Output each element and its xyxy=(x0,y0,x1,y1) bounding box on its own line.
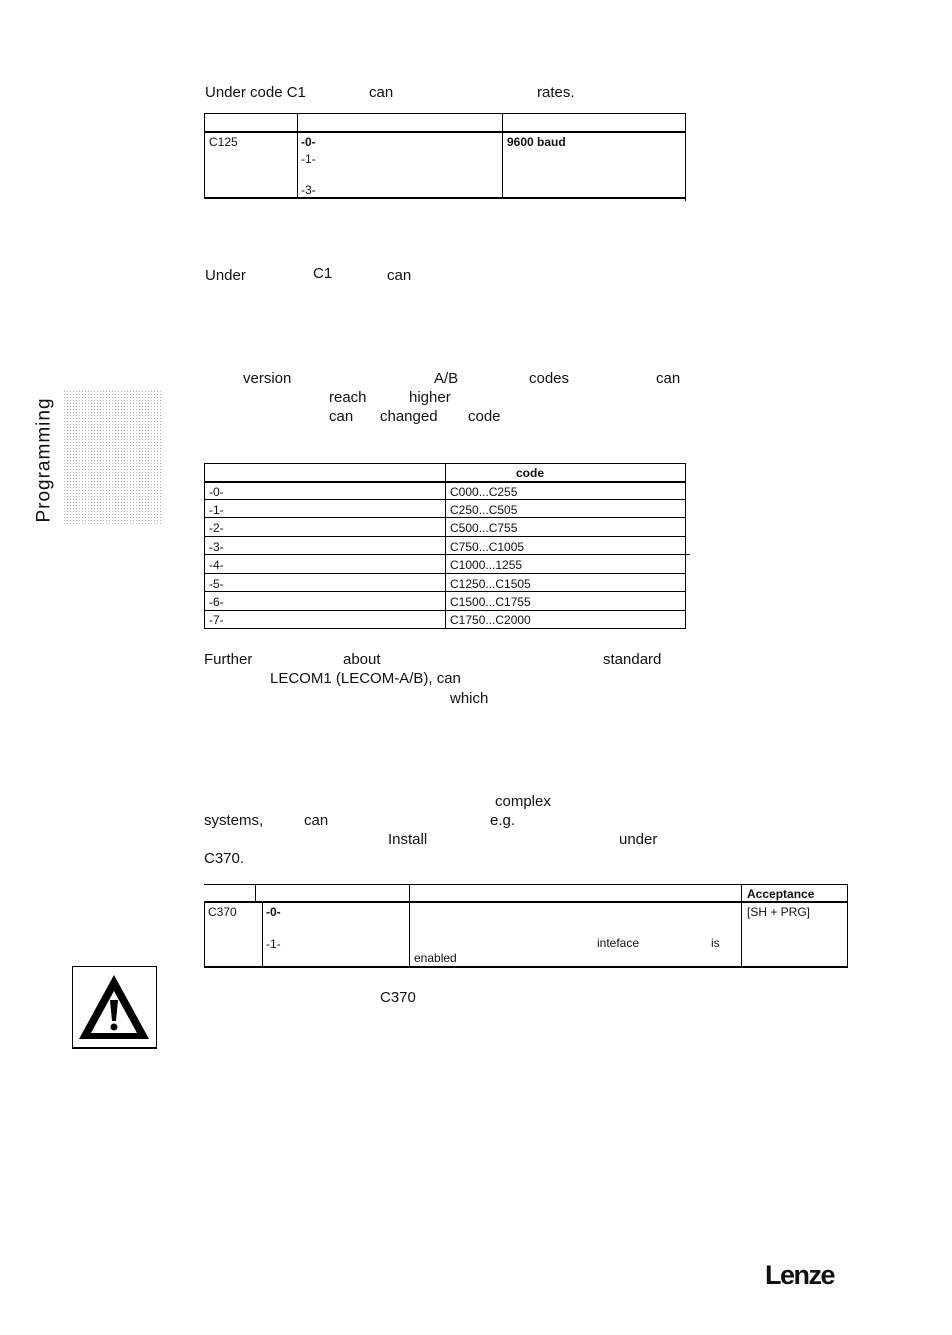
code-range-val-1: C250...C505 xyxy=(450,503,518,517)
code-range-val-3: C750...C1005 xyxy=(450,540,525,554)
intro-text-c: rates. xyxy=(537,84,575,101)
lenze-logo: Lenze xyxy=(765,1260,835,1290)
para3-l2b: higher xyxy=(409,389,451,406)
code-range-val-7: C1750...C2000 xyxy=(450,613,531,627)
code-range-sel-4: -4- xyxy=(209,558,224,572)
code-range-val-0: C000...C255 xyxy=(450,485,518,499)
code-range-val-2: C500...C755 xyxy=(450,521,518,535)
para4-l1a: Further xyxy=(204,651,253,668)
baud-option-1: -1- xyxy=(301,152,316,166)
para3-l1c: codes xyxy=(529,370,570,387)
c370-header-acceptance: Acceptance xyxy=(747,887,815,901)
code-range-sel-5: -5- xyxy=(209,577,224,591)
code-range-sel-0: -0- xyxy=(209,485,224,499)
para4-l2a: LECOM1 (LECOM-A/B), can xyxy=(270,670,461,687)
code-range-val-5: C1250...C1505 xyxy=(450,577,531,591)
para3-l1a: version xyxy=(243,370,292,387)
para3-l3c: code xyxy=(468,408,501,425)
c370-option-0: -0- xyxy=(266,905,281,919)
code-range-sel-6: -6- xyxy=(209,595,224,609)
para4-l1b: about xyxy=(343,651,381,668)
baud-table-code: C125 xyxy=(209,135,238,149)
baud-option-0: -0- xyxy=(301,135,316,149)
baud-option-3: -3- xyxy=(301,183,316,197)
para5-l2b: can xyxy=(304,812,329,829)
para4-l3a: which xyxy=(450,690,489,707)
para3-l3a: can xyxy=(329,408,354,425)
para5-l4a: C370. xyxy=(204,850,245,867)
code-range-sel-7: -7- xyxy=(209,613,224,627)
c370-acceptance-value: [SH + PRG] xyxy=(747,905,811,919)
para3-l1b: A/B xyxy=(434,370,459,387)
c370-option-1: -1- xyxy=(266,937,281,951)
code-range-sel-3: -3- xyxy=(209,540,224,554)
code-range-val-6: C1500...C1755 xyxy=(450,595,531,609)
para5-l2c: e.g. xyxy=(490,812,516,829)
para2-a: Under xyxy=(205,267,246,284)
code-range-val-4: C1000...1255 xyxy=(450,558,523,572)
section-side-label: Programming xyxy=(34,397,56,523)
para2-b: C1 xyxy=(313,265,333,282)
c370-desc-a: inteface xyxy=(597,936,640,950)
para4-l1c: standard xyxy=(603,651,662,668)
para5-l3b: under xyxy=(619,831,658,848)
baud-default-value: 9600 baud xyxy=(507,135,566,149)
para5-l2a: systems, xyxy=(204,812,264,829)
c370-desc-b: is xyxy=(711,936,720,950)
code-range-sel-2: -2- xyxy=(209,521,224,535)
para5-l1a: complex xyxy=(495,793,551,810)
warning-triangle-icon xyxy=(73,967,156,1047)
code-range-sel-1: -1- xyxy=(209,503,224,517)
intro-text-a: Under code C1 xyxy=(205,84,306,101)
intro-text-b: can xyxy=(369,84,394,101)
para3-l2a: reach xyxy=(329,389,367,406)
side-tab-pattern xyxy=(63,390,163,526)
code-range-header: code xyxy=(516,466,545,480)
warning-code: C370 xyxy=(380,989,416,1006)
para5-l3a: Install xyxy=(388,831,428,848)
para3-l1d: can xyxy=(656,370,681,387)
para2-c: can xyxy=(387,267,412,284)
warning-box xyxy=(72,966,157,1049)
c370-code: C370 xyxy=(208,905,237,919)
para3-l3b: changed xyxy=(380,408,438,425)
c370-desc-c: enabled xyxy=(414,951,457,965)
